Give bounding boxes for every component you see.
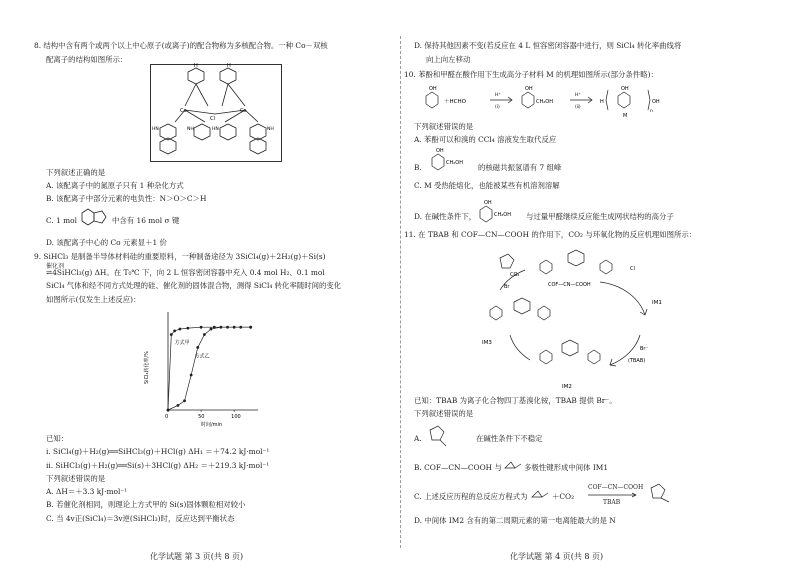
q9-reaction-i: ⅰ. SiCl₄(g)＋H₂(g)══SiHCl₃(g)＋HCl(g) ΔH₁ ＝＋74.2 kJ·mol⁻¹ (46, 447, 270, 456)
struct-co-2: Co (240, 108, 247, 114)
q9-option-b: B. 若催化剂相同，则理论上方式甲的 Si(s)固体颗粒相对较小 (46, 500, 246, 509)
series-1-point-7 (220, 326, 223, 329)
scheme-n: n (650, 109, 653, 114)
b-ch2oh: CH₂OH (446, 160, 463, 166)
scheme-step1-a: H⁺ (495, 93, 501, 98)
q9-stem-line1: 9. SiHCl₃ 是制备半导体材料硅的重要原料，一种制备途径为 3SiCl₄(g)＋2H₂(g)＋Si(s) (34, 252, 326, 261)
d-ch2oh: CH₂OH (494, 212, 511, 218)
scheme-h-end: H (600, 99, 604, 105)
series-1-point-5 (203, 333, 206, 336)
series-1-point-3 (190, 374, 193, 377)
hydroxybenzyl-alcohol-structure-d (476, 198, 526, 228)
scheme-step1-b: (ⅰ) (495, 105, 500, 110)
q8-option-a: A. 该配离子中的氮原子只有 1 种杂化方式 (46, 181, 184, 190)
struct-hn-1: HN (152, 127, 159, 132)
q10-option-d-post: 与过量甲醛继续反应能生成网状结构的高分子 (526, 212, 674, 221)
cycle-im3: IM3 (482, 340, 492, 346)
benzimidazole-structure (80, 205, 110, 229)
q10-option-d-pre: D. 在碱性条件下， (414, 212, 477, 221)
series-0-point-4 (186, 327, 189, 330)
scheme-step2-a: H⁺ (575, 93, 581, 98)
q10-option-a: A. 苯酚可以和溴的 CCl₄ 溶液发生取代反应 (414, 135, 557, 144)
q11-option-a-pre: A. (414, 434, 422, 443)
q9-prompt: 下列叙述错误的是 (46, 474, 106, 483)
scheme-oh-1: OH (429, 86, 437, 92)
series-0-point-5 (200, 326, 203, 329)
q10-option-b-post: 的核磁共振氢谱有 7 组峰 (478, 163, 562, 172)
series-0-point-2 (173, 329, 176, 332)
q8-prompt: 下列叙述正确的是 (46, 168, 106, 177)
catalytic-cycle-diagram (470, 240, 710, 390)
q9-known-label: 已知： (46, 434, 69, 443)
series-1-point-4 (196, 346, 199, 349)
cycle-br: Br (504, 284, 510, 290)
scheme-step2-b: (ⅱ) (575, 105, 581, 110)
q10-prompt: 下列叙述错误的是 (414, 122, 474, 131)
cycle-cl: Cl (630, 266, 635, 272)
q9-stem-line3: SiCl₄ 气体和经不同方式处理的硅、催化剂的固体混合物，测得 SiCl₄ 转化率随时间的变化 (46, 281, 342, 290)
cycle-cof-label: COF—CN—COOH (548, 282, 591, 288)
scheme-oh-2: OH (525, 86, 533, 92)
cycle-tbab: (TBAB) (628, 358, 646, 364)
series-1-point-2 (183, 399, 186, 402)
struct-co-1: Co (180, 108, 187, 114)
y-axis-label: SiCl₄转化率/% (144, 351, 150, 384)
q11-known: 已知：TBAB 为离子化合物四丁基溴化铵，TBAB 提供 Br⁻。 (414, 396, 617, 405)
b-oh: OH (436, 148, 444, 154)
cycle-im2: IM2 (562, 384, 572, 390)
q11-prompt: 下列叙述错误的是 (414, 409, 474, 418)
q9-option-c: C. 当 4v正(SiCl₄)＝3v逆(SiHCl₃)时，反应达到平衡状态 (46, 514, 235, 523)
q9-option-a: A. ΔH＝＋3.3 kJ·mol⁻¹ (46, 487, 128, 496)
struct-nh-1: NH (187, 127, 194, 132)
q11-option-b-post: 多极性键形成中间体 IM1 (524, 463, 609, 472)
struct-h-2: H (227, 63, 231, 69)
cycle-im1: IM1 (652, 300, 662, 306)
q11-option-c-condition2: TBAB (603, 499, 621, 506)
q8-option-b: B. 该配离子中部分元素的电负性：N＞O＞C＞H (46, 194, 207, 203)
x-tick-label-2: 100 (231, 414, 241, 420)
phenol-formaldehyde-scheme (420, 84, 720, 118)
q8-option-d: D. 该配离子中心的 Co 元素显＋1 价 (46, 238, 167, 247)
q11-option-c-plus: ＋CO₂ (552, 492, 575, 501)
q10-stem: 10. 苯酚和甲醛在酸作用下生成高分子材料 M 的机理如图所示(部分条件略)： (404, 70, 658, 79)
series-0-point-1 (170, 333, 173, 336)
q9-option-d-line1: D. 保持其他因素不变(若反应在 4 L 恒容密闭容器中进行，则 SiCl₄ 转化率曲线将 (414, 41, 682, 50)
epoxide-b (503, 456, 523, 476)
q9-catalyst-label: 催化剂 (46, 263, 65, 270)
struct-cl: Cl (210, 116, 215, 122)
struct-hn-2: HN (212, 127, 219, 132)
q9-stem-line2: ⇌4SiHCl₃(g) ΔH。在 T₀℃ 下，向 2 L 恒容密闭容器中充入 0.4 mol H₂、0.1 mol (46, 268, 325, 277)
cyclic-carbonate-c (645, 478, 681, 508)
series-1-point-1 (177, 404, 180, 407)
footer-page-3: 化学试题 第 3 页(共 8 页) (150, 552, 244, 561)
column-divider (400, 36, 401, 548)
series-1-point-9 (249, 326, 252, 329)
q8-stem-line2: 配离子的结构如图所示： (46, 55, 128, 64)
co-complex-structure (150, 64, 280, 160)
epoxide-c (530, 485, 550, 505)
q11-option-c-pre: C. 上述反应历程的总反应方程式为 (414, 492, 528, 501)
q9-stem-line4: 如图所示(仅发生上述反应)： (46, 295, 141, 304)
q11-option-b-pre: B. COF—CN—COOH 与 (414, 463, 502, 472)
scheme-ch2oh: CH₂OH (536, 99, 553, 105)
q11-stem: 11. 在 TBAB 和 COF—CN—COOH 的作用下，CO₂ 与环氧化物的反应机理如图所示： (404, 230, 697, 239)
scheme-oh-end: OH (652, 99, 660, 105)
cycle-br-minus: Br⁻ (640, 346, 649, 352)
series-label-0: 方式甲 (174, 339, 190, 346)
q11-option-c-condition: COF—CN—COOH (588, 484, 644, 491)
cyclic-carbonate-a (424, 420, 454, 450)
series-1-point-6 (210, 328, 213, 331)
cycle-co2: CO₂ (510, 272, 520, 278)
scheme-oh-3: OH (621, 86, 629, 92)
q8-option-c-pre: C. 1 mol (46, 216, 77, 225)
x-tick-label-0: 0 (165, 414, 169, 420)
footer-page-4: 化学试题 第 4 页(共 8 页) (510, 552, 604, 561)
x-axis-label: 时间/min (201, 422, 223, 428)
q11-option-d: D. 中间体 IM2 含有的第二周期元素的第一电离能最大的是 N (414, 516, 616, 525)
hydroxybenzyl-alcohol-structure-b (428, 146, 478, 176)
series-0-point-3 (179, 328, 182, 331)
q10-option-b-pre: B. (414, 163, 422, 172)
q8-stem-line1: 8. 结构中含有两个或两个以上中心原子(或离子)的配合物称为多核配合物。一种 Co－双核 (34, 41, 328, 50)
scheme-hcho: ＋HCHO (444, 99, 466, 105)
q9-option-d-line2: 向上向左移动 (426, 55, 471, 64)
series-1-point-0 (167, 409, 170, 412)
scheme-m: M (623, 113, 628, 119)
series-1-point-8 (233, 326, 236, 329)
q11-option-a-text: 在碱性条件下不稳定 (476, 434, 543, 443)
q9-reaction-ii: ⅱ. SiHCl₃(g)＋H₂(g)══Si(s)＋3HCl(g) ΔH₂ ＝＋219.3 kJ·mol⁻¹ (46, 461, 270, 470)
x-tick-label-1: 50 (198, 414, 205, 420)
q10-option-c: C. M 受热能熔化，也能被某些有机溶剂溶解 (414, 181, 560, 190)
struct-nh-2: NH (267, 127, 274, 132)
sicl4-conversion-chart (140, 305, 260, 430)
d-oh: OH (484, 200, 492, 206)
q8-option-c-post: 中含有 16 mol σ 键 (112, 216, 180, 225)
struct-h-1: H (194, 63, 198, 69)
series-label-1: 方式乙 (194, 353, 210, 360)
